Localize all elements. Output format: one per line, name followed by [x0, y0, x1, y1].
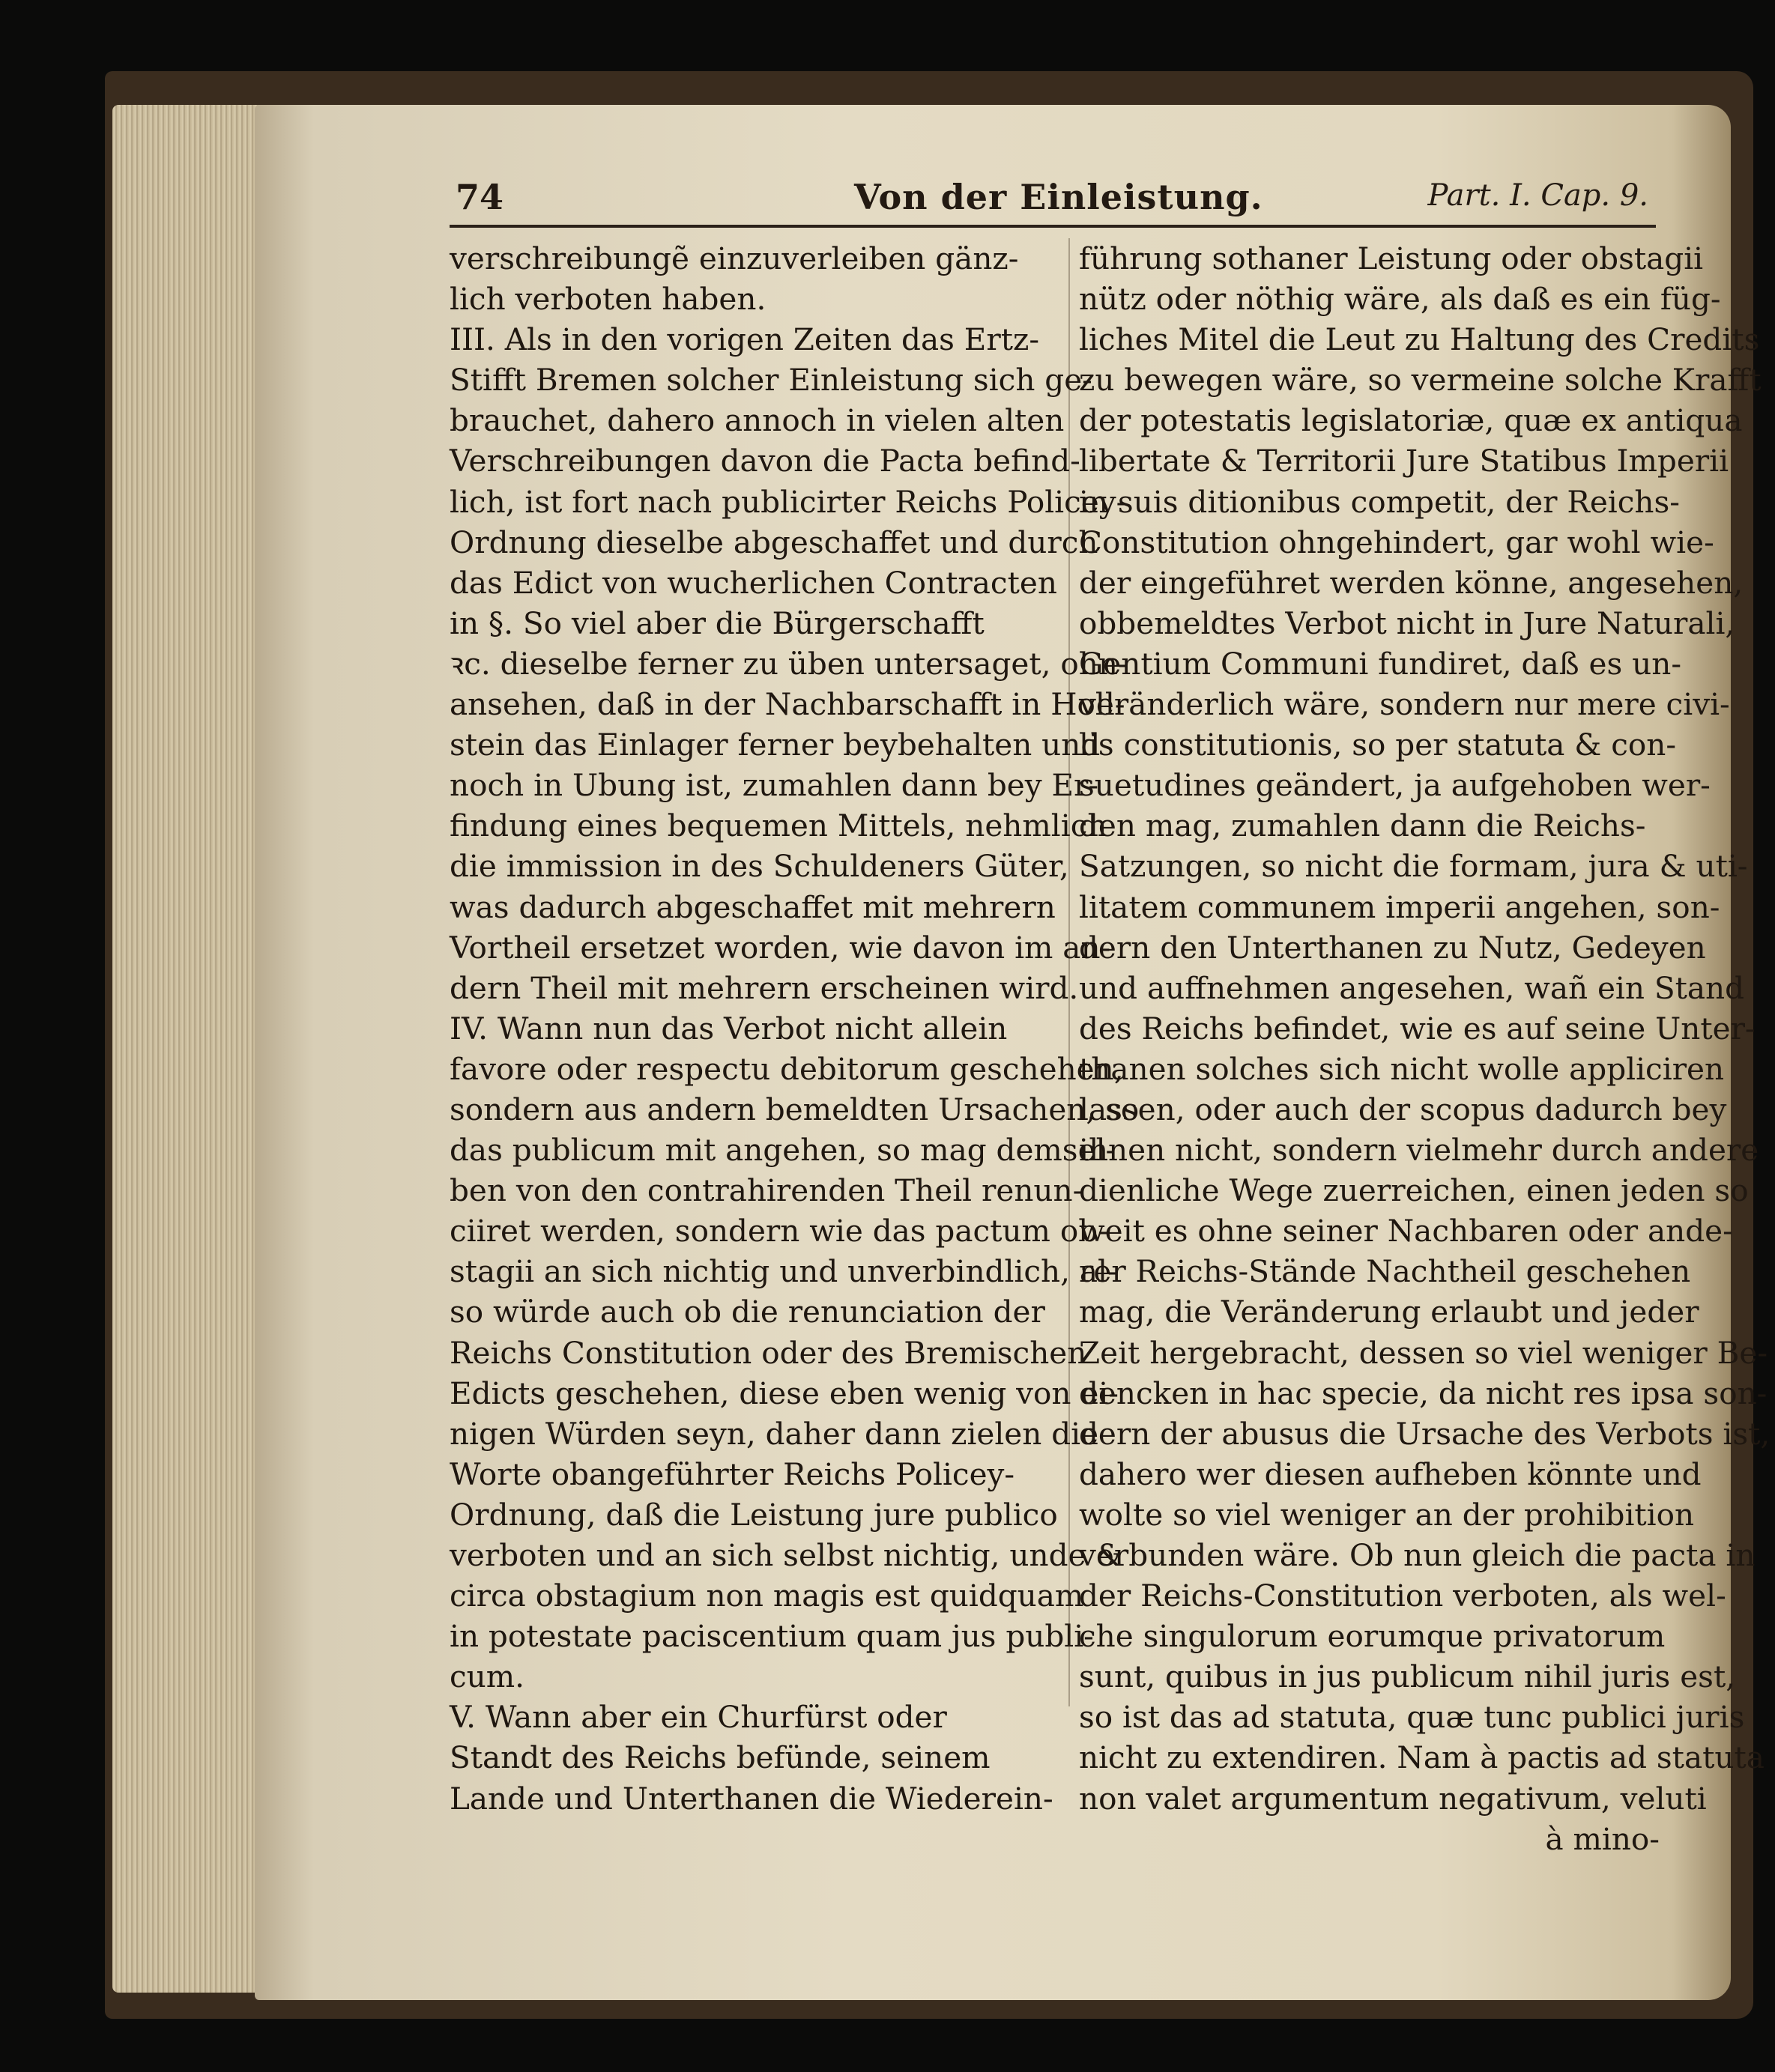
- text-line: dern den Unterthanen zu Nutz, Gedeyen: [1079, 929, 1706, 966]
- text-line: veränderlich wäre, sondern nur mere civi-: [1079, 686, 1730, 723]
- text-line: dern Theil mit mehrern erscheinen wird.: [450, 969, 1079, 1006]
- text-line: und auffnehmen angesehen, wañ ein Stand: [1079, 969, 1745, 1006]
- header-rule: [450, 225, 1656, 228]
- text-line: führung sothaner Leistung oder obstagii: [1079, 240, 1704, 276]
- text-line: cum.: [450, 1658, 525, 1695]
- text-line: die immission in des Schuldeners Güter,: [450, 848, 1069, 885]
- text-line: Standt des Reichs befünde, seinem: [450, 1739, 991, 1776]
- text-line: brauchet, dahero annoch in vielen alten: [450, 402, 1065, 439]
- text-line: dern der abusus die Ursache des Verbots ist,: [1079, 1415, 1771, 1452]
- text-line: verboten und an sich selbst nichtig, unde &: [450, 1537, 1123, 1573]
- text-line: liches Mitel die Leut zu Haltung des Credits: [1079, 321, 1760, 358]
- text-line: lis constitutionis, so per statuta & con-: [1079, 727, 1677, 763]
- text-line: findung eines bequemen Mittels, nehmlich: [450, 808, 1107, 844]
- text-line: litatem communem imperii angehen, son-: [1079, 888, 1720, 925]
- text-line: stein das Einlager ferner beybehalten und: [450, 727, 1101, 763]
- text-line: nicht zu extendiren. Nam à pactis ad statuta: [1079, 1739, 1765, 1776]
- text-line: à mino-: [1545, 1820, 1660, 1857]
- text-line: nigen Würden seyn, daher dann zielen die: [450, 1415, 1099, 1452]
- text-line: non valet argumentum negativum, veluti: [1079, 1780, 1707, 1817]
- text-line: stagii an sich nichtig und unverbindlich, al-: [450, 1253, 1118, 1290]
- part-reference: Part. I. Cap. 9.: [1427, 178, 1648, 213]
- text-line: Ordnung, daß die Leistung jure publico: [450, 1496, 1058, 1533]
- text-line: in §. So viel aber die Bürgerschafft: [450, 605, 985, 641]
- text-line: was dadurch abgeschaffet mit mehrern: [450, 888, 1056, 925]
- text-line: des Reichs befindet, wie es auf seine Unter-: [1079, 1010, 1756, 1046]
- text-line: V. Wann aber ein Churfürst oder: [450, 1699, 947, 1736]
- text-line: verschreibungẽ einzuverleiben gänz-: [450, 240, 1019, 276]
- text-line: dencken in hac specie, da nicht res ipsa son-: [1079, 1375, 1768, 1411]
- text-line: Edicts geschehen, diese eben wenig von ei-: [450, 1375, 1119, 1411]
- text-line: ben von den contrahirenden Theil renun-: [450, 1172, 1083, 1209]
- page-header: [450, 177, 1656, 222]
- text-line: den mag, zumahlen dann die Reichs-: [1079, 808, 1646, 844]
- text-line: libertate & Territorii Jure Statibus Imperii: [1079, 443, 1729, 479]
- text-line: wolte so viel weniger an der prohibition: [1079, 1496, 1695, 1533]
- text-line: der potestatis legislatoriæ, quæ ex antiqua: [1079, 402, 1743, 439]
- text-line: sondern aus andern bemeldten Ursachen, so: [450, 1091, 1140, 1127]
- text-line: lich, ist fort nach publicirter Reichs Policey-: [450, 483, 1127, 520]
- text-line: Worte obangeführter Reichs Policey-: [450, 1455, 1015, 1492]
- text-line: so würde auch ob die renunciation der: [450, 1294, 1045, 1330]
- running-title: Von der Einleistung.: [854, 177, 1263, 217]
- text-line: nütz oder nöthig wäre, als daß es ein füg-: [1079, 281, 1721, 318]
- text-line: lassen, oder auch der scopus dadurch bey: [1079, 1091, 1727, 1127]
- text-line: III. Als in den vorigen Zeiten das Ertz-: [450, 321, 1040, 358]
- left-column: [450, 238, 1140, 1961]
- text-line: Constitution ohngehindert, gar wohl wie-: [1079, 524, 1714, 560]
- text-line: obbemeldtes Verbot nicht in Jure Naturali,: [1079, 605, 1735, 641]
- text-line: Vortheil ersetzet worden, wie davon im an-: [450, 929, 1111, 966]
- text-line: der eingeführet werden könne, angesehen,: [1079, 564, 1744, 601]
- text-line: Lande und Unterthanen die Wiederein-: [450, 1780, 1053, 1817]
- text-line: so ist das ad statuta, quæ tunc publici juris: [1079, 1699, 1745, 1736]
- text-line: verbunden wäre. Ob nun gleich die pacta in: [1079, 1537, 1756, 1573]
- text-line: zu bewegen wäre, so vermeine solche Krafft: [1079, 362, 1762, 399]
- column-gutter: [1068, 238, 1070, 1706]
- text-line: lich verboten haben.: [450, 281, 766, 318]
- text-line: dienliche Wege zuerreichen, einen jeden so: [1079, 1172, 1749, 1209]
- text-line: Verschreibungen davon die Pacta befind-: [450, 443, 1080, 479]
- page-edges: [112, 105, 270, 1993]
- text-line: dahero wer diesen aufheben könnte und: [1079, 1455, 1702, 1492]
- text-line: ciiret werden, sondern wie das pactum ob-: [450, 1213, 1108, 1249]
- right-column: [1079, 238, 1771, 1961]
- text-line: rer Reichs-Stände Nachtheil geschehen: [1079, 1253, 1691, 1290]
- page-number: 74: [456, 177, 504, 217]
- text-line: Ordnung dieselbe abgeschaffet und durch: [450, 524, 1098, 560]
- text-line: weit es ohne seiner Nachbaren oder ande-: [1079, 1213, 1733, 1249]
- text-line: che singulorum eorumque privatorum: [1079, 1618, 1666, 1655]
- text-line: suetudines geändert, ja aufgehoben wer-: [1079, 767, 1711, 804]
- text-line: thanen solches sich nicht wolle appliciren: [1079, 1050, 1725, 1087]
- text-line: IV. Wann nun das Verbot nicht allein: [450, 1010, 1008, 1046]
- text-line: Zeit hergebracht, dessen so viel weniger Be-: [1079, 1334, 1768, 1371]
- text-line: ansehen, daß in der Nachbarschafft in Holl-: [450, 686, 1125, 723]
- text-line: favore oder respectu debitorum geschehen,: [450, 1050, 1124, 1087]
- text-line: Gentium Communi fundiret, daß es un-: [1079, 645, 1682, 682]
- text-line: in potestate paciscentium quam jus publi-: [450, 1618, 1094, 1655]
- text-line: Stifft Bremen solcher Einleistung sich ge-: [450, 362, 1092, 399]
- text-line: Reichs Constitution oder des Bremischen: [450, 1334, 1087, 1371]
- text-line: das publicum mit angehen, so mag demsel-: [450, 1132, 1116, 1169]
- text-line: mag, die Veränderung erlaubt und jeder: [1079, 1294, 1699, 1330]
- text-line: das Edict von wucherlichen Contracten: [450, 564, 1057, 601]
- text-line: noch in Ubung ist, zumahlen dann bey Er-: [450, 767, 1099, 804]
- text-line: der Reichs-Constitution verboten, als wel-: [1079, 1578, 1726, 1614]
- text-line: ihnen nicht, sondern vielmehr durch andere: [1079, 1132, 1759, 1169]
- text-line: in suis ditionibus competit, der Reichs-: [1079, 483, 1680, 520]
- text-line: sunt, quibus in jus publicum nihil juris est,: [1079, 1658, 1736, 1695]
- text-line: ꝛc. dieselbe ferner zu üben untersaget, ohn-: [450, 645, 1128, 682]
- text-line: Satzungen, so nicht die formam, jura & uti-: [1079, 848, 1748, 885]
- text-line: circa obstagium non magis est quidquam: [450, 1578, 1084, 1614]
